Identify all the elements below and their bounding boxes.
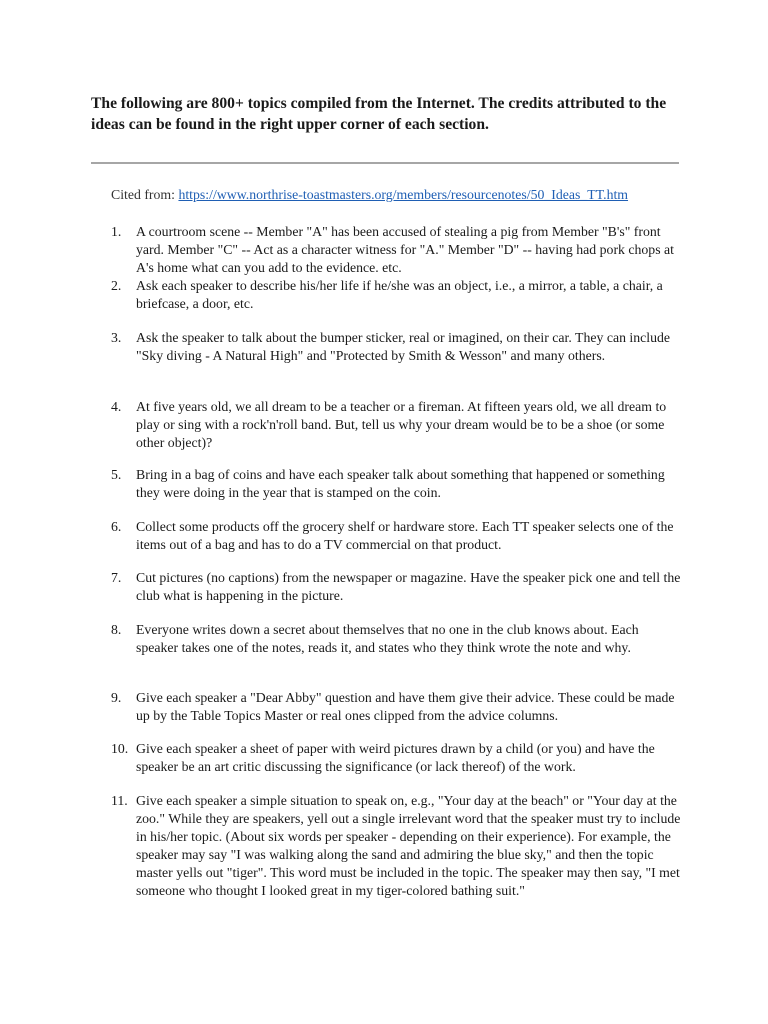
list-item xyxy=(111,223,681,277)
list-item-number: 7. xyxy=(111,570,122,585)
list-item xyxy=(111,277,681,313)
horizontal-rule xyxy=(91,162,679,164)
list-item xyxy=(111,329,681,365)
list-item-number: 1. xyxy=(111,224,122,239)
list-item-text: Give each speaker a sheet of paper with weird pictures drawn by a child (or you) and have the speaker be an art critic discussing the significance (or lack thereof) of the work. xyxy=(136,741,655,774)
list-item xyxy=(111,518,681,554)
citation-link[interactable]: https://www.northrise-toastmasters.org/members/resourcenotes/50_Ideas_TT.htm xyxy=(178,187,629,202)
list-item-text: Give each speaker a "Dear Abby" question and have them give their advice. These could be made up by the Table Topics Master or real ones clipped from the advice columns. xyxy=(136,690,675,723)
list-item-text: Ask the speaker to talk about the bumper sticker, real or imagined, on their car. They can include "Sky diving - A Natural High" and "Protected by Smith & Wesson" and many others. xyxy=(136,330,671,363)
list-item-number: 9. xyxy=(111,690,122,705)
list-item xyxy=(111,740,681,776)
list-item-number: 11. xyxy=(111,793,128,808)
document-heading: The following are 800+ topics compiled from the Internet. The credits attributed to the ideas can be found in the right upper corner of each section. xyxy=(91,95,667,133)
list-item xyxy=(111,689,681,725)
list-item-number: 6. xyxy=(111,519,122,534)
citation-line xyxy=(111,186,628,204)
citation-prefix: Cited from: xyxy=(111,187,175,202)
list-item-text: Everyone writes down a secret about themselves that no one in the club knows about. Each speaker takes one of the notes, reads it, and states who they think wrote the note and why. xyxy=(136,622,639,655)
list-item xyxy=(111,621,681,657)
list-item-number: 4. xyxy=(111,399,122,414)
list-item-text: Give each speaker a simple situation to speak on, e.g., "Your day at the beach" or "Your day at the zoo." While they are speakers, yell out a single irrelevant word that the speaker must try to include in his/her topic. (About six words per speaker - depending on their experience). For example, the speaker may say "I was walking along the sand and admiring the blue sky," and then the topic master yells out "tiger". This word must be included in the topic. The speaker may then say, "I met someone who thought I looked great in my tiger-colored bathing suit." xyxy=(136,793,681,898)
list-item-text: At five years old, we all dream to be a teacher or a fireman. At fifteen years old, we all dream to play or sing with a rock'n'roll band. But, tell us why your dream would be to be a shoe (or some other object)? xyxy=(136,399,667,450)
list-item-number: 8. xyxy=(111,622,122,637)
list-item-text: Cut pictures (no captions) from the newspaper or magazine. Have the speaker pick one and tell the club what is happening in the picture. xyxy=(136,570,681,603)
list-item-number: 3. xyxy=(111,330,122,345)
list-item xyxy=(111,466,681,502)
list-item xyxy=(111,569,681,605)
list-item-number: 2. xyxy=(111,278,122,293)
list-item-number: 5. xyxy=(111,467,122,482)
list-item-text: Ask each speaker to describe his/her life if he/she was an object, i.e., a mirror, a table, a chair, a briefcase, a door, etc. xyxy=(136,278,663,311)
list-item-number: 10. xyxy=(111,741,129,756)
list-item xyxy=(111,792,681,900)
list-item-text: Bring in a bag of coins and have each speaker talk about something that happened or something they were doing in the year that is stamped on the coin. xyxy=(136,467,665,500)
list-item xyxy=(111,398,681,452)
list-item-text: A courtroom scene -- Member "A" has been accused of stealing a pig from Member "B's" front yard. Member "C" -- Act as a character witness for "A." Member "D" -- having had pork chops at A's home what can you add to the evidence. etc. xyxy=(136,224,674,275)
list-item-text: Collect some products off the grocery shelf or hardware store. Each TT speaker selects one of the items out of a bag and has to do a TV commercial on that product. xyxy=(136,519,674,552)
